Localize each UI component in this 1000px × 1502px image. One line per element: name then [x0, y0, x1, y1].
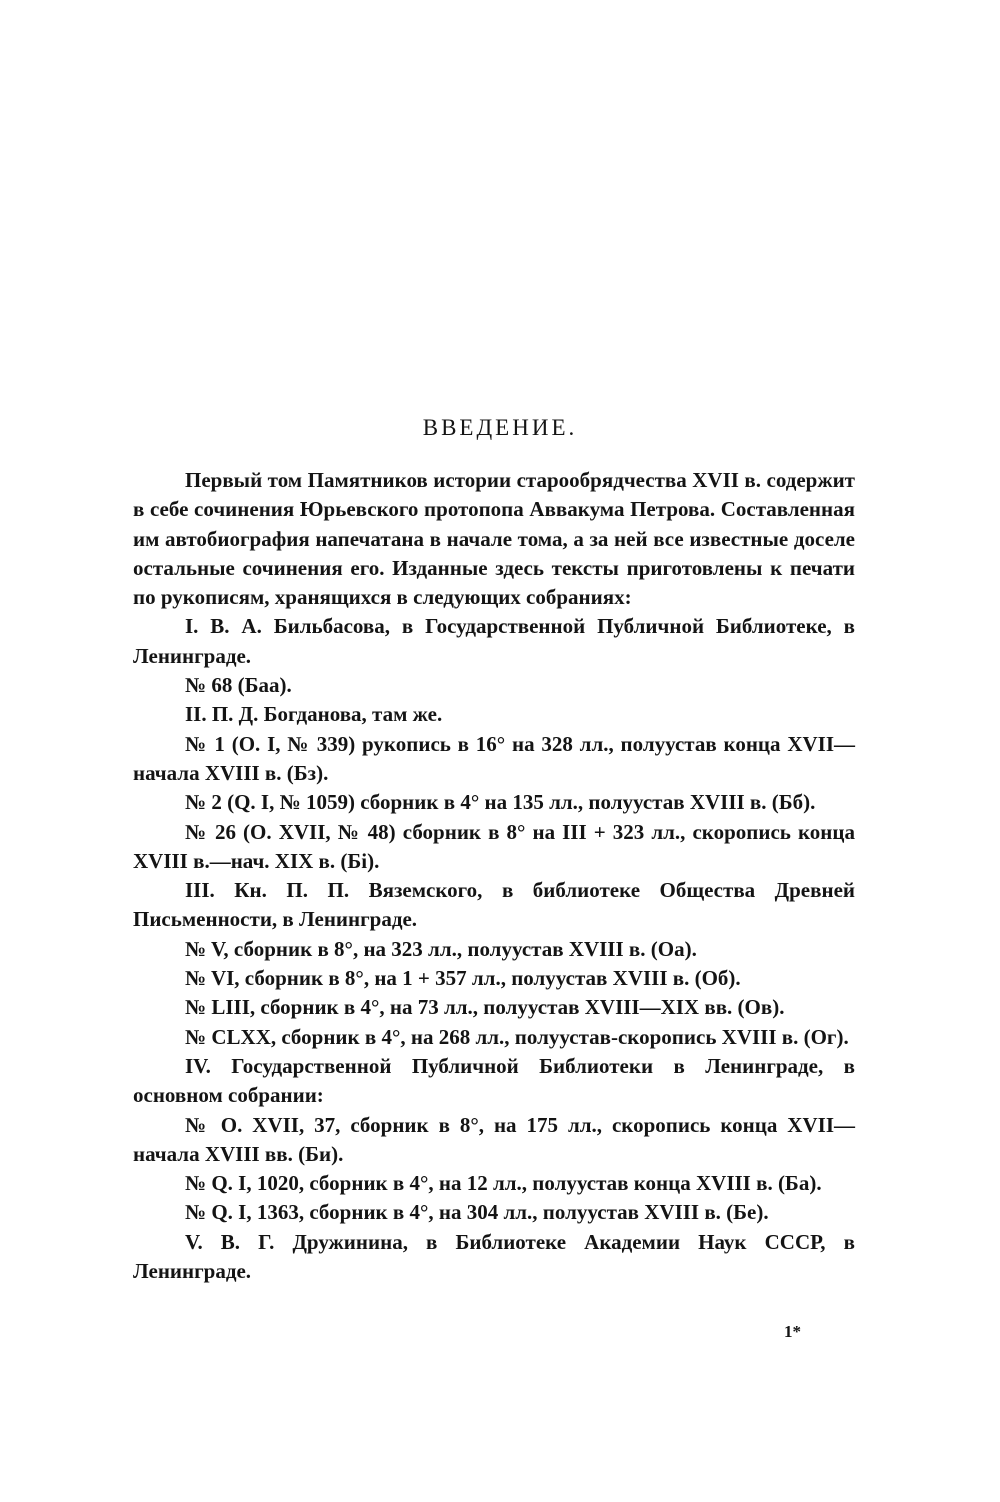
paragraph-entry: № 2 (Q. I, № 1059) сборник в 4° на 135 лл., полуустав XVIII в. (Бб).	[185, 790, 816, 815]
paragraph-intro: Первый том Памятников истории старообрядчества XVII в. содержит в себе сочинения Юрьевского протопопа Аввакума Петрова. Составленная им автобиография напечатана в начале тома, а за ней все известные доселе остальные сочинения его. Изданные здесь тексты приготовлены к печати по рукописям, хранящихся в следующих собраниях:	[133, 468, 855, 610]
paragraph-entry: № 26 (О. XVII, № 48) сборник в 8° на III + 323 лл., скоропись конца XVIII в.—нач. XIX в. (Бі).	[133, 819, 855, 873]
paragraph-entry: № Q. I, 1363, сборник в 4°, на 304 лл., полуустав XVIII в. (Бе).	[185, 1200, 769, 1225]
paragraph-entry: № V, сборник в 8°, на 323 лл., полуустав XVIII в. (Оа).	[185, 936, 697, 961]
page-title: ВВЕДЕНИЕ.	[422, 415, 578, 440]
paragraph-collection-2: II. П. Д. Богданова, там же.	[185, 702, 443, 727]
paragraph-entry: № CLXX, сборник в 4°, на 268 лл., полуустав-скоропись XVIII в. (Ог).	[185, 1024, 849, 1049]
paragraph-collection-5: V. В. Г. Дружинина, в Библиотеке Академии Наук СССР, в Ленинграде.	[133, 1229, 855, 1284]
paragraph-entry: № LIII, сборник в 4°, на 73 лл., полуустав XVIII—XIX вв. (Ов).	[185, 995, 785, 1020]
page-number: 1*	[784, 1322, 801, 1341]
paragraph-entry: № 68 (Баа).	[185, 673, 292, 698]
paragraph-entry: № VI, сборник в 8°, на 1 + 357 лл., полуустав XVIII в. (Об).	[185, 966, 741, 991]
paragraph-entry: № О. XVII, 37, сборник в 8°, на 175 лл., скоропись конца XVII—начала XVIII вв. (Би).	[133, 1112, 855, 1166]
paragraph-entry: № Q. I, 1020, сборник в 4°, на 12 лл., полуустав конца XVIII в. (Ба).	[185, 1171, 822, 1196]
body-text	[133, 466, 855, 1286]
paragraph-collection-4: IV. Государственной Публичной Библиотеки в Ленинграде, в основном собрании:	[133, 1053, 855, 1108]
paragraph-collection-1: I. В. А. Бильбасова, в Государственной Публичной Библиотеке, в Ленинграде.	[133, 614, 855, 668]
paragraph-collection-3: III. Кн. П. П. Вяземского, в библиотеке Общества Древней Письменности, в Ленинграде.	[133, 878, 855, 932]
paragraph-entry: № 1 (О. I, № 339) рукопись в 16° на 328 лл., полуустав конца XVII—начала XVIII в. (Бз).	[133, 731, 855, 785]
